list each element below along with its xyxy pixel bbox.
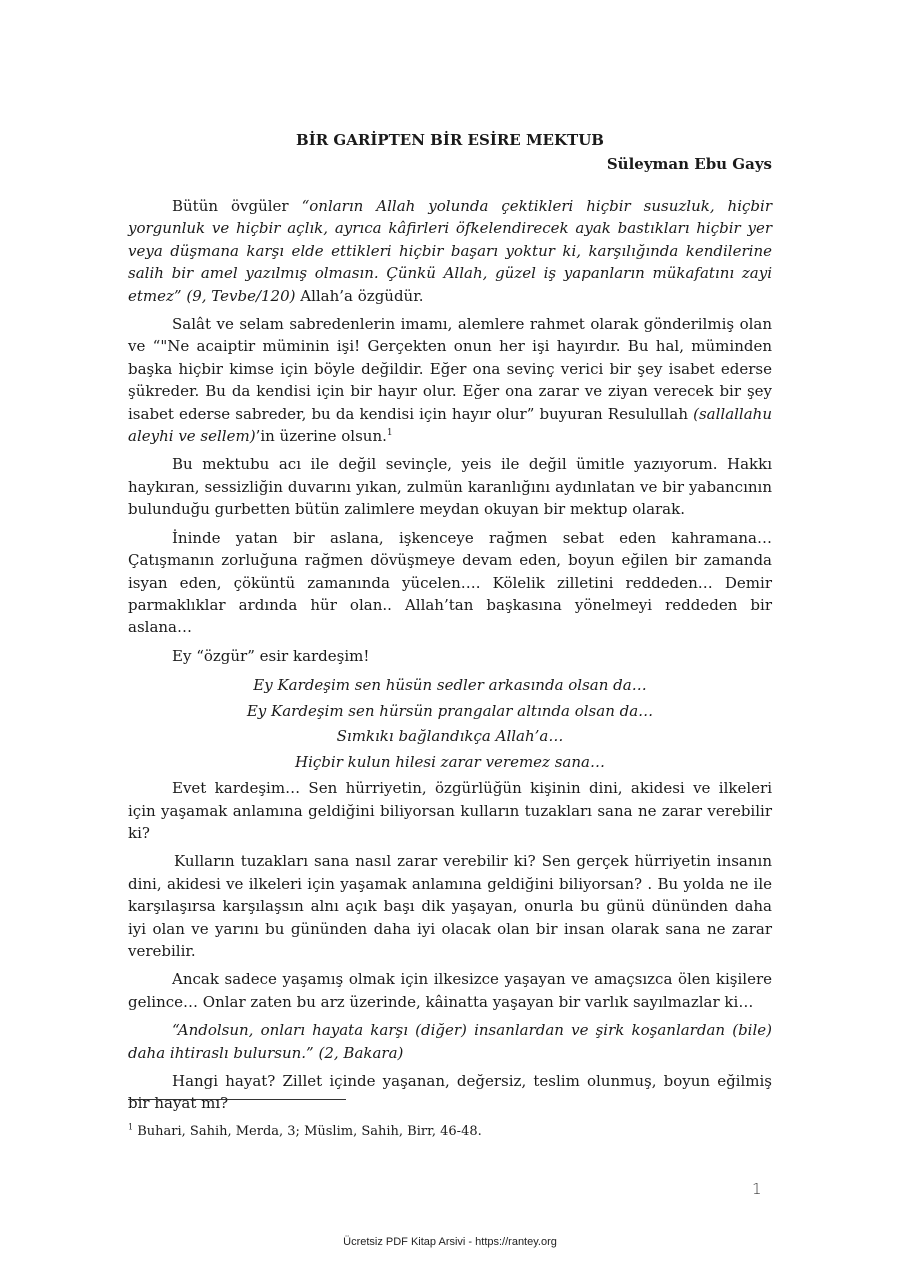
document-body <box>128 131 772 1121</box>
author-name: Süleyman Ebu Gays <box>606 155 772 173</box>
paragraph-4: İninde yatan bir aslana, işkenceye rağmen sebat eden kahramana… Çatışmanın zorluğuna rağmen dövüşmeye devam eden, boyun eğilen bir zamanda isyan eden, çöküntü zamanında yücelen…. Kölelik zilletini reddeden… Demir parmaklıklar ardında hür olan.. Allah’tan başkasına yönelmeyi reddeden bir aslana… <box>128 528 772 637</box>
paragraph-2-italic: (sallallahu aleyhi ve sellem) <box>128 404 772 446</box>
poem-line: Hiçbir kulun hilesi zarar veremez sana… <box>295 752 605 771</box>
paragraph-1 <box>128 195 772 307</box>
paragraph-1-text-a: Bütün övgüler <box>172 197 302 215</box>
paragraph-8: Ancak sadece yaşamış olmak için ilkesizce yaşayan ve amaçsızca ölen kişilere gelince… Onlar zaten bu arz üzerinde, kâinatta yaşayan bir varlık sayılmazlar ki… <box>128 970 772 1011</box>
poem-line: Ey Kardeşim sen hürsün prangalar altında olsan da… <box>246 701 654 720</box>
paragraph-3: Bu mektubu acı ile değil sevinçle, yeis ile değil ümitle yazıyorum. Hakkı haykıran, sessizliğin duvarını yıkan, zulmün karanlığını aydınlatan ve bir yabancının bulunduğu gurbetten bütün zalimlere meydan okuyan bir mektup olarak. <box>128 455 772 519</box>
paragraph-1-text-b: Allah’a özgüdür. <box>295 286 424 305</box>
poem-line: Sımkıkı bağlandıkça Allah’a… <box>336 727 564 746</box>
paragraph-2-text-b: ’in üzerine olsun. <box>255 427 387 446</box>
paragraph-1-quote: “onların Allah yolunda çektikleri hiçbir susuzluk, hiçbir yorgunluk ve hiçbir açlık, ayrıca kâfirleri öfkelendirecek ayak bastıkları hiçbir yer veya düşmana karşı elde ettikleri hiçbir başarı yoktur ki, karşılığında kendilerine salih bir amel yazılmış olmasın. Çünkü Allah, güzel iş yapanların mükafatını zayi etmez” (9, Tevbe/120) <box>128 197 772 305</box>
paragraph-9-quote <box>128 1019 772 1064</box>
footnote <box>128 1124 482 1139</box>
footnote-number: 1 <box>128 1122 134 1132</box>
quote-text: “Andolsun, onları hayata karşı (diğer) insanlardan ve şirk koşanlardan (bile) daha ihtiraslı bulursun.” (2, Bakara) <box>128 1021 772 1062</box>
paragraph-6: Evet kardeşim… Sen hürriyetin, özgürlüğün kişinin dini, akidesi ve ilkeleri için yaşamak anlamına geldiğini biliyorsan kulların tuzakları sana ne zarar verebilir ki? <box>128 779 772 842</box>
paragraph-10: Hangi hayat? Zillet içinde yaşanan, değersiz, teslim olunmuş, boyun eğilmiş bir hayat mı? <box>128 1072 772 1113</box>
footnote-reference[interactable]: 1 <box>386 428 393 439</box>
paragraph-5: Ey “özgür” esir kardeşim! <box>172 646 370 665</box>
page-title: BİR GARİPTEN BİR ESİRE MEKTUB <box>296 131 604 149</box>
page-number: 1 <box>752 1180 762 1198</box>
poem-block <box>128 673 772 775</box>
poem-line: Ey Kardeşim sen hüsün sedler arkasında olsan da… <box>253 676 647 695</box>
footnote-text: Buhari, Sahih, Merda, 3; Müslim, Sahih, Birr, 46-48. <box>133 1124 482 1139</box>
paragraph-2-text-a: Salât ve selam sabredenlerin imamı, alemlere rahmet olarak gönderilmiş olan ve “"Ne acaiptir müminin işi! Gerçekten onun her işi hayırdır. Bu hal, müminden başka hiçbir kimse için böyle değildir. Eğer ona sevinç verici bir şey isabet ederse şükreder. Bu da kendisi için bir hayır olur. Eğer ona zarar ve ziyan verecek bir şey isabet ederse sabreder, bu da kendisi için hayır olur” buyuran Resulullah <box>128 315 772 423</box>
site-footer[interactable]: Ücretsiz PDF Kitap Arsivi - https://rantey.org <box>343 1236 557 1248</box>
paragraph-7: Kulların tuzakları sana nasıl zarar verebilir ki? Sen gerçek hürriyetin insanın dini, akidesi ve ilkeleri için yaşamak anlamına geldiğini biliyorsan? . Bu yolda ne ile karşılaşırsa karşılaşsın alnı açık başı dik yaşayan, onurla bu günü dününden daha iyi olan ve yarını bu gününden daha iyi olacak olan bir insan olarak sana ne zarar verebilir. <box>128 852 772 960</box>
paragraph-2 <box>128 313 772 447</box>
footnote-divider <box>128 1099 346 1100</box>
